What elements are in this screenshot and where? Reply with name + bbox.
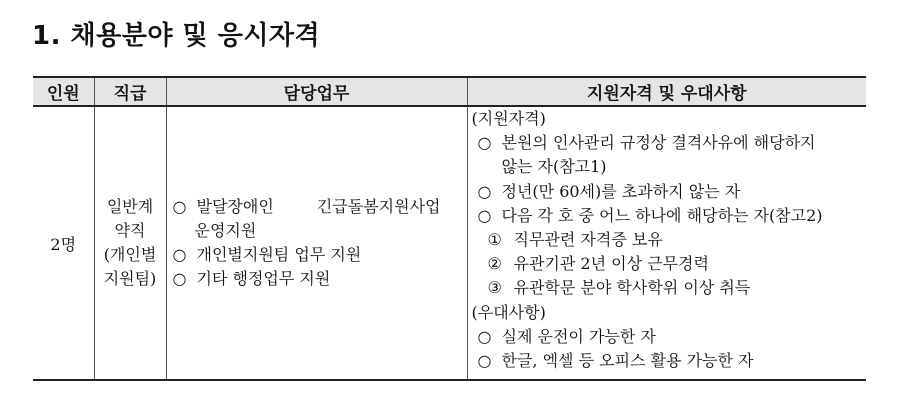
duty-text: 발달장애인 긴급돌봄지원사업 bbox=[196, 197, 441, 216]
qualification-text: 정년(만 60세)를 초과하지 않는 자 bbox=[501, 181, 741, 201]
circled-number: ① bbox=[487, 230, 502, 250]
qualification-item bbox=[472, 204, 863, 228]
subitem-text: 직무관련 자격증 보유 bbox=[513, 230, 663, 250]
qualifications-section-title: (지원자격) bbox=[471, 109, 546, 128]
table-row bbox=[33, 106, 866, 380]
bullet-circle-icon: ○ bbox=[477, 205, 492, 225]
bullet-circle-icon: ○ bbox=[172, 269, 187, 288]
preference-item bbox=[472, 325, 863, 349]
position-line: (개인별 bbox=[103, 245, 157, 264]
bullet-circle-icon: ○ bbox=[477, 351, 492, 371]
table-header-row bbox=[33, 77, 866, 106]
duty-item bbox=[173, 195, 467, 243]
qualification-item bbox=[472, 180, 863, 204]
bullet-circle-icon: ○ bbox=[172, 245, 187, 264]
subitem-text: 유관기관 2년 이상 근무경력 bbox=[513, 254, 709, 274]
duty-item bbox=[173, 243, 467, 267]
qualification-subitem bbox=[472, 276, 863, 300]
preferences-section-title: (우대사항) bbox=[471, 302, 546, 322]
circled-number: ③ bbox=[487, 278, 502, 298]
circled-number: ② bbox=[487, 254, 502, 274]
preference-text: 한글, 엑셀 등 오피스 활용 가능한 자 bbox=[501, 351, 754, 371]
duty-item bbox=[173, 267, 467, 291]
subitem-text: 유관학문 분야 학사학위 이상 취득 bbox=[513, 278, 751, 298]
position-cell bbox=[94, 106, 166, 380]
qualification-text-continued: 않는 자(참고1) bbox=[501, 157, 607, 177]
count-cell: 2명 bbox=[33, 106, 94, 380]
qualification-text: 본원의 인사관리 규정상 결격사유에 해당하지 bbox=[501, 133, 816, 153]
position-line: 약직 bbox=[114, 221, 146, 240]
qualification-subitem bbox=[472, 252, 863, 276]
header-qualifications: 지원자격 및 우대사항 bbox=[467, 77, 866, 106]
position-line: 지원팀) bbox=[103, 269, 157, 288]
preference-text: 실제 운전이 가능한 자 bbox=[501, 326, 656, 346]
qualification-text: 다음 각 호 중 어느 하나에 해당하는 자(참고2) bbox=[501, 205, 823, 225]
duties-cell bbox=[166, 106, 467, 380]
header-position: 직급 bbox=[94, 77, 166, 106]
qualification-item bbox=[472, 131, 863, 155]
bullet-circle-icon: ○ bbox=[477, 326, 492, 346]
bullet-circle-icon: ○ bbox=[477, 133, 492, 153]
recruitment-table bbox=[33, 76, 866, 381]
qualification-subitem bbox=[472, 228, 863, 252]
duty-text-continued: 운영지원 bbox=[194, 221, 257, 240]
header-duties: 담당업무 bbox=[166, 77, 467, 106]
qualifications-cell bbox=[467, 106, 866, 380]
duty-text: 개인별지원팀 업무 지원 bbox=[196, 245, 362, 264]
bullet-circle-icon: ○ bbox=[172, 197, 187, 216]
header-count: 인원 bbox=[33, 77, 94, 106]
preference-item bbox=[472, 349, 863, 373]
duty-text: 기타 행정업무 지원 bbox=[196, 269, 331, 288]
position-line: 일반계 bbox=[106, 197, 154, 216]
section-heading: 1. 채용분야 및 응시자격 bbox=[32, 21, 321, 51]
bullet-circle-icon: ○ bbox=[477, 181, 492, 201]
